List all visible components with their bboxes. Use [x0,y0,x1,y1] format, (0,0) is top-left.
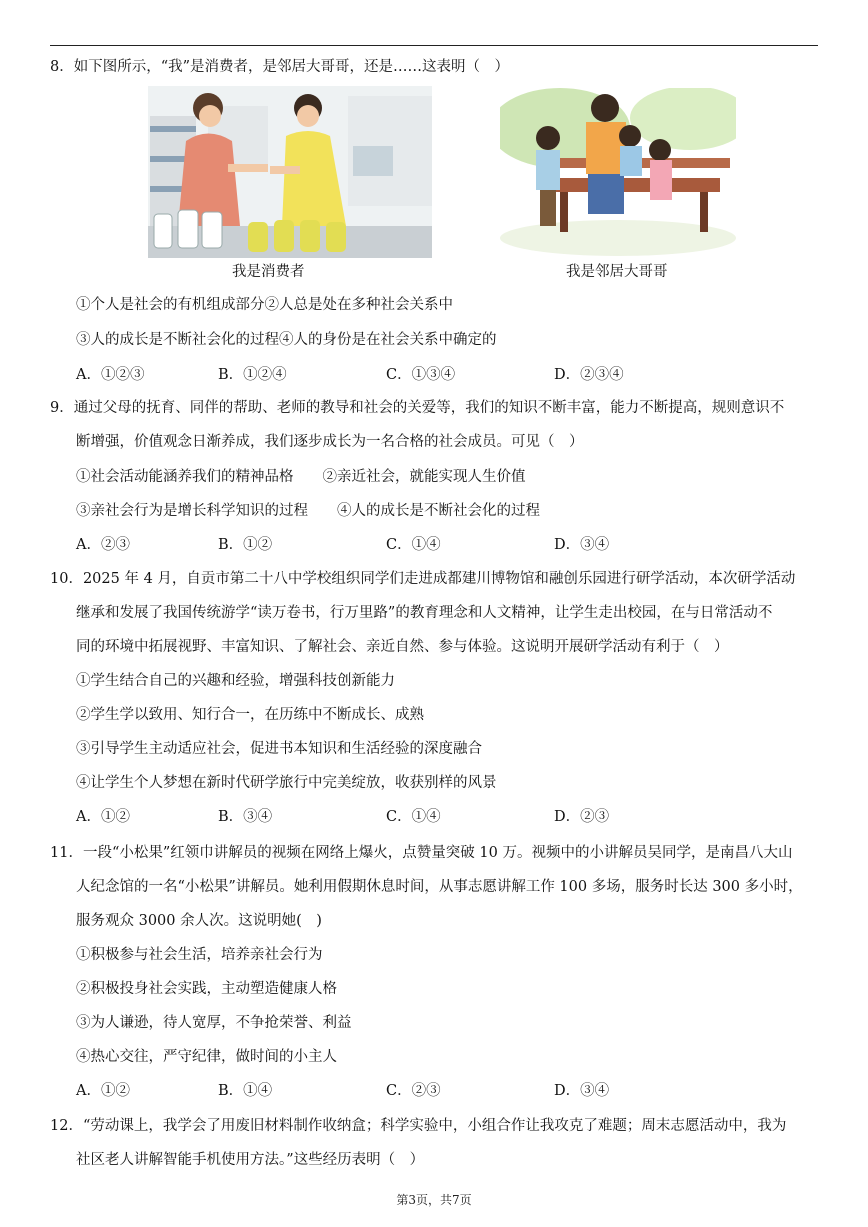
question-8-stem: 8．如下图所示，“我”是消费者，是邻居大哥哥，还是……这表明（ ） [50,59,510,75]
q11-option-a[interactable]: A．①② [76,1083,130,1099]
figure-consumer [148,86,432,258]
question-9-stem-line-2: 断增强，价值观念日渐养成，我们逐步成长为一名合格的社会成员。可见（ ） [76,434,584,450]
q11-statement-3: ③为人谦逊，待人宽厚，不争抢荣誉、利益 [76,1015,352,1031]
question-9-stem-line-1: 9．通过父母的抚育、同伴的帮助、老师的教导和社会的关爱等，我们的知识不断丰富，能力不断提高，规则意识不 [50,400,785,416]
q10-statement-4: ④让学生个人梦想在新时代研学旅行中完美绽放，收获别样的风景 [76,775,497,791]
q9-option-a[interactable]: A．②③ [76,537,130,553]
q8-option-c[interactable]: C．①③④ [386,367,456,383]
q11-statement-1: ①积极参与社会生活，培养亲社会行为 [76,947,323,963]
question-11-stem-line-2: 人纪念馆的一名“小松果”讲解员。她利用假期休息时间，从事志愿讲解工作 100 多场，服务时长达 300 多小时， [76,879,803,895]
q11-statement-4: ④热心交往，严守纪律，做时间的小主人 [76,1049,337,1065]
top-rule [50,45,818,46]
q8-statement-1: ①个人是社会的有机组成部分②人总是处在多种社会关系中 [76,297,453,313]
figure-neighbor [500,88,736,256]
q11-option-b[interactable]: B．①④ [218,1083,273,1099]
q8-option-d[interactable]: D．②③④ [554,367,624,383]
question-12-stem-line-1: 12．“劳动课上，我学会了用废旧材料制作收纳盒；科学实验中，小组合作让我攻克了难题；周末志愿活动中，我为 [50,1118,787,1134]
q10-statement-2: ②学生学以致用、知行合一，在历练中不断成长、成熟 [76,707,424,723]
q10-option-d[interactable]: D．②③ [554,809,610,825]
q9-statement-1: ①社会活动能涵养我们的精神品格 ②亲近社会，就能实现人生价值 [76,469,526,485]
figure-caption-neighbor: 我是邻居大哥哥 [566,264,668,280]
q8-option-b[interactable]: B．①②④ [218,367,287,383]
q11-statement-2: ②积极投身社会实践，主动塑造健康人格 [76,981,337,997]
q9-option-d[interactable]: D．③④ [554,537,610,553]
q10-option-c[interactable]: C．①④ [386,809,441,825]
q8-statement-2: ③人的成长是不断社会化的过程④人的身份是在社会关系中确定的 [76,332,497,348]
q10-statement-1: ①学生结合自己的兴趣和经验，增强科技创新能力 [76,673,395,689]
q11-option-d[interactable]: D．③④ [554,1083,610,1099]
q9-statement-2: ③亲社会行为是增长科学知识的过程 ④人的成长是不断社会化的过程 [76,503,540,519]
q10-option-a[interactable]: A．①② [76,809,130,825]
question-10-stem-line-2: 继承和发展了我国传统游学“读万卷书，行万里路”的教育理念和人文精神，让学生走出校园，在与日常活动不 [76,605,773,621]
q9-option-b[interactable]: B．①② [218,537,273,553]
figure-caption-consumer: 我是消费者 [232,264,305,280]
question-10-stem-line-1: 10．2025 年 4 月，自贡市第二十八中学校组织同学们走进成都建川博物馆和融创乐园进行研学活动，本次研学活动 [50,571,796,587]
question-12-stem-line-2: 社区老人讲解智能手机使用方法。”这些经历表明（ ） [76,1152,425,1168]
q11-option-c[interactable]: C．②③ [386,1083,441,1099]
q9-option-c[interactable]: C．①④ [386,537,441,553]
q8-option-a[interactable]: A．①②③ [76,367,145,383]
page-footer: 第3页，共7页 [396,1193,472,1207]
q10-option-b[interactable]: B．③④ [218,809,273,825]
question-10-stem-line-3: 同的环境中拓展视野、丰富知识、了解社会、亲近自然、参与体验。这说明开展研学活动有利于（ ） [76,639,729,655]
question-11-stem-line-3: 服务观众 3000 余人次。这说明她( ) [76,913,322,929]
question-11-stem-line-1: 11．一段“小松果”红领巾讲解员的视频在网络上爆火，点赞量突破 10 万。视频中的小讲解员吴同学，是南昌八大山 [50,845,793,861]
q10-statement-3: ③引导学生主动适应社会，促进书本知识和生活经验的深度融合 [76,741,482,757]
